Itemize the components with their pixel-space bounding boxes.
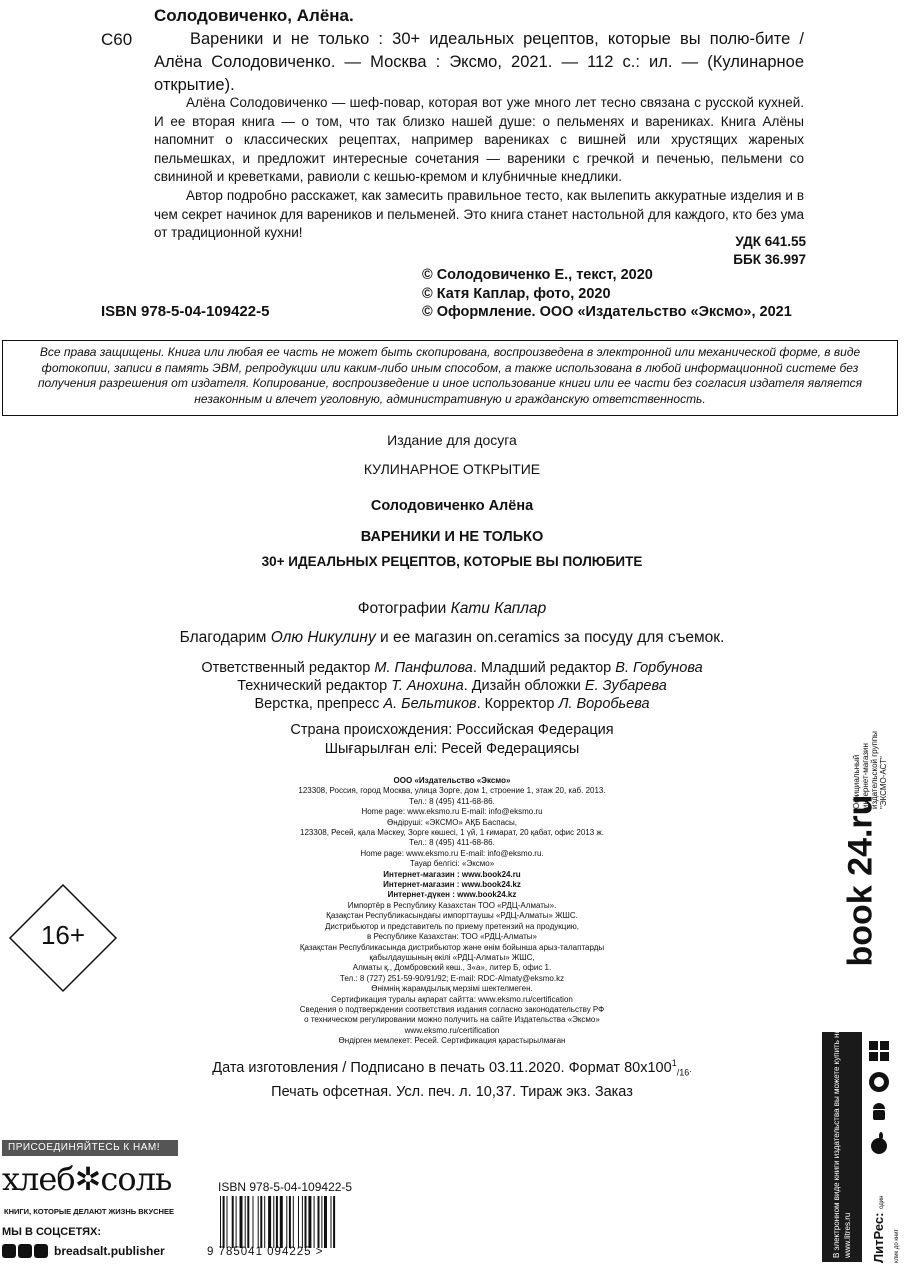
barcode-bar [318, 1196, 320, 1248]
copyright-line: © Катя Каплар, фото, 2020 [422, 285, 611, 302]
format-sub: /16 [676, 1067, 690, 1078]
editor-name: М. Панфилова [374, 660, 473, 676]
instagram-icon[interactable] [34, 1244, 48, 1258]
book24-logo-text: book 24.ru [841, 794, 880, 967]
facebook-icon[interactable] [2, 1244, 16, 1258]
photographer-name: Кати Каплар [450, 600, 547, 617]
isbn: ISBN 978-5-04-109422-5 [101, 303, 270, 320]
production-line-1 [0, 1054, 904, 1083]
publisher-detail-line: Импортёр в Республику Казахстан ТОО «РДЦ-Алматы». [347, 900, 557, 910]
barcode-bar [268, 1196, 271, 1248]
production-line-2: Печать офсетная. Усл. печ. л. 10,37. Тираж экз. Заказ [271, 1083, 633, 1100]
barcode-bar [220, 1196, 221, 1248]
barcode-bar [240, 1196, 243, 1248]
vk-icon[interactable] [18, 1244, 32, 1258]
publisher-detail-line: Интернет-дүкен : www.book24.kz [387, 890, 517, 900]
udk-code: УДК 641.55 [735, 234, 806, 249]
editor-role: . Корректор [476, 696, 559, 712]
barcode-bar [247, 1196, 249, 1248]
barcode-bar [302, 1196, 303, 1248]
barcode-digits: 9 785041 094225 > [207, 1246, 324, 1258]
publisher-detail-line: Сертификация туралы ақпарат сайтта: www.eksmo.ru/certification [331, 994, 573, 1004]
annotation [154, 94, 804, 243]
barcode-bar [227, 1196, 228, 1248]
publisher-detail-line: 123308, Ресей, қала Мәскеу, Зорге көшесі, 1 үй, 1 ғимарат, 20 қабат, офис 2013 ж. [300, 828, 604, 838]
barcode-bar [253, 1196, 254, 1248]
thanks-prefix: Благодарим [179, 629, 271, 646]
publisher-detail-line: о техническом регулировании можно получить на сайте Издательства «Эксмо» [304, 1015, 600, 1025]
barcode-bar [245, 1196, 246, 1248]
book24-logo[interactable] [836, 794, 886, 972]
book24-caption-text: Официальный интернет-магазин издательской группы "ЭКСМО-АСТ" [852, 731, 888, 809]
platform-icons [866, 1038, 894, 1162]
publisher-detail-line: Тел.: 8 (495) 411-68-86. [409, 796, 495, 806]
windows-icon [866, 1038, 892, 1064]
barcode-bar [260, 1196, 262, 1248]
apple-icon [866, 1131, 892, 1157]
editor-name: А. Бельтиков [383, 696, 477, 712]
barcode-bar [308, 1196, 311, 1248]
barcode-bar [273, 1196, 274, 1248]
photo-credit [0, 600, 904, 618]
litres-logo[interactable] [868, 1180, 900, 1263]
format-sup: 1 [671, 1058, 677, 1068]
publisher-detail-line: Сведения о подтверждении соответствия издания согласно законодательству РФ [299, 1004, 605, 1014]
barcode-bar [333, 1196, 335, 1248]
firefox-icon [866, 1069, 892, 1095]
thanks-name: Олю Никулину [270, 629, 376, 646]
publisher-detail-line: Қазақстан Республикасындағы импорттаушы «РДЦ-Алматы» ЖШС. [326, 911, 578, 921]
barcode-bar [331, 1196, 332, 1248]
litres-name: ЛитРес: [871, 1212, 886, 1263]
bbk-code: ББК 36.997 [733, 252, 806, 267]
barcode-bar [286, 1196, 287, 1248]
publisher-detail-line: қабылдаушының өкілі «РДЦ-Алматы» ЖШС, [369, 952, 535, 962]
publisher-detail-line: Өнімнің жарамдылық мерзімі шектелмеген. [371, 984, 533, 994]
author-heading: Солодовиченко, Алёна. [154, 6, 354, 25]
editor-line [0, 695, 904, 713]
editor-line [0, 659, 904, 677]
imprint-author: Солодовиченко Алёна [370, 498, 534, 514]
social-handle[interactable]: breadsalt.publisher [54, 1244, 165, 1258]
litres-logo-text [871, 1183, 901, 1263]
publisher-detail-line: Тел.: 8 (495) 411-68-86. [409, 838, 495, 848]
publisher-detail-line: в Республике Казахстан: ТОО «РДЦ-Алматы» [367, 932, 537, 942]
publisher-detail-line: Home page: www.eksmo.ru E-mail: info@eksmo.ru [361, 807, 543, 817]
publisher-detail-line: Тел.: 8 (727) 251-59-90/91/92; E-mail: RDC-Almaty@eksmo.kz [339, 973, 565, 983]
edition-type: Издание для досуга [387, 432, 517, 448]
book-title: ВАРЕНИКИ И НЕ ТОЛЬКО [360, 529, 544, 545]
editors-block [0, 659, 904, 713]
age-rating-label: 16+ [40, 920, 86, 950]
editor-role: Ответственный редактор [201, 660, 375, 676]
litres-tagline: один клик до книг [879, 1195, 900, 1263]
barcode-bar [321, 1196, 322, 1248]
publisher-detail-line: www.eksmo.ru/certification [404, 1025, 500, 1035]
barcode-bar [258, 1196, 259, 1248]
book-subtitle: 30+ ИДЕАЛЬНЫХ РЕЦЕПТОВ, КОТОРЫЕ ВЫ ПОЛЮБИТЕ [261, 554, 643, 569]
editor-role: Технический редактор [237, 678, 392, 694]
bibliographic-description: Вареники и не только : 30+ идеальных рецептов, которые вы полю-бите / Алёна Солодовиченко. — Москва : Эксмо, 2021. — 112 с.: ил. — (Кулинарное открытие). [154, 30, 804, 94]
barcode-bar [232, 1196, 234, 1248]
publisher-detail-line: Интернет-магазин : www.book24.kz [383, 880, 521, 890]
barcode-bar [264, 1196, 265, 1248]
social-heading: МЫ В СОЦСЕТЯХ: [2, 1226, 102, 1238]
classification-codes [733, 233, 806, 269]
editor-role: Верстка, препресс [254, 696, 384, 712]
publisher-detail-line: 123308, Россия, город Москва, улица Зорге, дом 1, строение 1, этаж 20, каб. 2013. [298, 786, 606, 796]
hleb-sol-logo: хлеб✲соль [2, 1160, 172, 1198]
publisher-detail-line: Home page: www.eksmo.ru E-mail: info@eksmo.ru. [360, 848, 544, 858]
editor-name: Е. Зубарева [584, 678, 667, 694]
social-links [2, 1244, 165, 1258]
editor-name: Л. Воробьева [558, 696, 650, 712]
editor-role: . Младший редактор [472, 660, 616, 676]
publisher-detail-line: Өндірген мемлекет: Ресей. Сертификация қарастырылмаған [338, 1036, 566, 1046]
barcode-bar [298, 1196, 299, 1248]
rights-notice: Все права защищены. Книга или любая ее часть не может быть скопирована, воспроизведена в электронной или механической форме, в виде фотокопии, записи в память ЭВМ, репродукции или каким-либо иным способом, а также использована в любой информационной системе без получения разрешения от издателя. Копирование, воспроизведение и иное использование книги или ее части без согласия издателя является незаконным и влечет уголовную, административную и гражданскую ответственность. [2, 340, 898, 416]
publisher-detail-line: Алматы қ., Домбровский көш., 3«а», литер Б, офис 1. [352, 963, 552, 973]
barcode-bar [223, 1196, 225, 1248]
book24-caption [840, 715, 900, 807]
annotation-paragraph: Автор подробно расскажет, как замесить правильное тесто, как вылепить аккуратные изделия и в чем секрет начинок для вареников и пельменей. Это книга станет настольной для каждого, кто без ума от традиционной кухни! [154, 187, 805, 241]
copyright-line: © Солодовиченко Е., текст, 2020 [422, 267, 653, 283]
publisher-detail-line: Дистрибьютор и представитель по приему претензий на продукцию, [324, 921, 580, 931]
barcode-bars [218, 1196, 373, 1248]
production-info [0, 1054, 904, 1102]
publisher-detail-line: Тауар белгісі: «Эксмо» [409, 859, 495, 869]
litres-banner[interactable] [822, 1029, 862, 1262]
copyright-block [422, 266, 792, 322]
photo-prefix: Фотографии [357, 600, 451, 617]
acknowledgement [0, 629, 904, 647]
country-kz: Шығарылған елі: Ресей Федерациясы [324, 740, 580, 757]
android-icon [866, 1100, 892, 1126]
barcode-bar [289, 1196, 291, 1248]
barcode-bar [314, 1196, 315, 1248]
barcode-bar [276, 1196, 278, 1248]
series-name: КУЛИНАРНОЕ ОТКРЫТИЕ [363, 461, 541, 477]
editor-line [0, 677, 904, 695]
barcode-bar [305, 1196, 307, 1248]
litres-promo: В электронном виде книги издательства вы можете купить на www.litres.ru [832, 1029, 852, 1258]
publisher-detail-line: Интернет-магазин : www.book24.ru [383, 869, 521, 879]
format-end: . [689, 1063, 692, 1074]
barcode-bar [324, 1196, 327, 1248]
class-number: С60 [101, 30, 133, 49]
editor-name: В. Горбунова [615, 660, 703, 676]
copyright-line: © Оформление. ООО «Издательство «Эксмо», 2021 [422, 304, 792, 320]
join-banner: ПРИСОЕДИНЯЙТЕСЬ К НАМ! [2, 1140, 178, 1156]
publisher-detail-line: ООО «Издательство «Эксмо» [393, 776, 511, 785]
publisher-detail-line: Өндіруші: «ЭКСМО» АҚБ Баспасы, [386, 817, 518, 827]
publisher-detail-line: Қазақстан Республикасында дистрибьютор және өнім бойынша арыз-талаптарды [299, 942, 605, 952]
hleb-sol-tagline: КНИГИ, КОТОРЫЕ ДЕЛАЮТ ЖИЗНЬ ВКУСНЕЕ [4, 1207, 174, 1216]
barcode-bar [236, 1196, 237, 1248]
barcode-bar [293, 1196, 294, 1248]
production-format: Дата изготовления / Подписано в печать 03.11.2020. Формат 80x100 [212, 1059, 672, 1076]
editor-name: Т. Анохина [391, 678, 464, 694]
annotation-paragraph: Алёна Солодовиченко — шеф-повар, которая вот уже много лет тесно связана с русской кухней. И ее вторая книга — о том, что так близко нашей душе: о пельменях и варениках. Книга Алёны напомнит о классических рецептах, например варениках с вишней или хрустящих жареных пельмешках, и предложит интересные сочетания — вареники с гречкой и печенью, пельмени со свининой и креветками, равиоли с кешью-кремом и клубничные кнедлики. [154, 95, 804, 185]
country-of-origin [0, 721, 904, 758]
country-ru: Страна происхождения: Российская Федерация [290, 722, 614, 738]
barcode-bar [280, 1196, 283, 1248]
publisher-details [0, 776, 904, 1047]
barcode-isbn: ISBN 978-5-04-109422-5 [218, 1180, 353, 1194]
thanks-suffix: и ее магазин on.ceramics за посуду для съемок. [375, 629, 725, 646]
editor-role: . Дизайн обложки [463, 678, 585, 694]
